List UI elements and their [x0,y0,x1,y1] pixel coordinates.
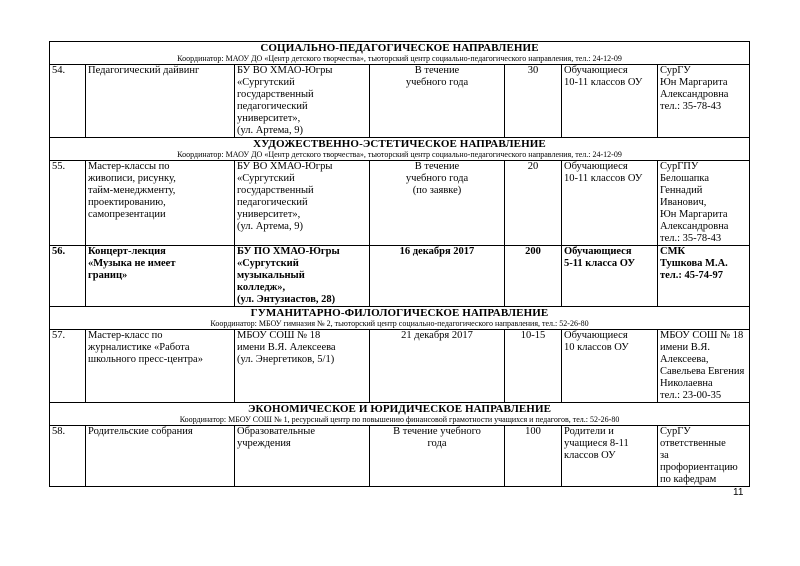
section-header-row [50,307,750,330]
contact-person: СурГУ ответственные за профориентацию по кафедрам [658,426,750,487]
contact-person: СурГУ Юн Маргарита Александровна тел.: 35-78-43 [658,65,750,138]
target-audience: Обучающиеся 10-11 классов ОУ [562,65,658,138]
section-coordinator: Координатор: МАОУ ДО «Центр детского творчества», тьюторский центр социально-педагогического направления, тел.: 24-12-09 [177,150,622,159]
section-header [50,138,750,161]
event-venue: МБОУ СОШ № 18 имени В.Я. Алексеева (ул. Энергетиков, 5/1) [235,330,370,403]
event-name: Концерт-лекция «Музыка не имеет границ» [86,246,235,307]
table-row [50,65,750,138]
event-venue: БУ ПО ХМАО-Югры «Сургутский музыкальный колледж», (ул. Энтузиастов, 28) [235,246,370,307]
target-audience: Обучающиеся 10-11 классов ОУ [562,161,658,246]
table-row [50,161,750,246]
section-header-row [50,403,750,426]
row-number: 55. [50,161,86,246]
section-header [50,403,750,426]
target-audience: Родители и учащиеся 8-11 классов ОУ [562,426,658,487]
row-number: 56. [50,246,86,307]
target-audience: Обучающиеся 10 классов ОУ [562,330,658,403]
section-coordinator: Координатор: МАОУ ДО «Центр детского творчества», тьюторский центр социально-педагогического направления, тел.: 24-12-09 [177,54,622,63]
section-coordinator: Координатор: МБОУ гимназия № 2, тьюторский центр социально-педагогического направления, тел.: 52-26-80 [210,319,589,328]
participant-count: 100 [505,426,562,487]
event-name: Родительские собрания [86,426,235,487]
section-title: ХУДОЖЕСТВЕННО-ЭСТЕТИЧЕСКОЕ НАПРАВЛЕНИЕ [253,138,546,150]
participant-count: 30 [505,65,562,138]
event-name: Мастер-классы по живописи, рисунку, тайм-менеджменту, проектированию, самопрезентации [86,161,235,246]
participant-count: 200 [505,246,562,307]
section-title: ЭКОНОМИЧЕСКОЕ И ЮРИДИЧЕСКОЕ НАПРАВЛЕНИЕ [247,403,552,415]
event-name: Педагогический дайвинг [86,65,235,138]
event-venue: БУ ВО ХМАО-Югры «Сургутский государственный педагогический университет», (ул. Артема, 9) [235,65,370,138]
event-date: 16 декабря 2017 [370,246,505,307]
section-header-row [50,42,750,65]
contact-person: СурГПУ Белошапка Геннадий Иванович, Юн Маргарита Александровна тел.: 35-78-43 [658,161,750,246]
section-header-row [50,138,750,161]
row-number: 54. [50,65,86,138]
row-number: 57. [50,330,86,403]
target-audience: Обучающиеся 5-11 класса ОУ [562,246,658,307]
event-venue: БУ ВО ХМАО-Югры «Сургутский государственный педагогический университет», (ул. Артема, 9) [235,161,370,246]
event-date: В течение учебного года (по заявке) [370,161,505,246]
participant-count: 10-15 [505,330,562,403]
page-number: 11 [733,487,744,498]
table-row [50,330,750,403]
event-date: В течение учебного года [370,65,505,138]
section-header [50,307,750,330]
row-number: 58. [50,426,86,487]
table-row [50,246,750,307]
contact-person: СМК Тушкова М.А. тел.: 45-74-97 [658,246,750,307]
section-title: СОЦИАЛЬНО-ПЕДАГОГИЧЕСКОЕ НАПРАВЛЕНИЕ [260,42,539,54]
section-coordinator: Координатор: МБОУ СОШ № 1, ресурсный центр по повышению финансовой грамотности учащихся и педагогов, тел.: 52-26-80 [179,415,620,424]
section-title: ГУМАНИТАРНО-ФИЛОЛОГИЧЕСКОЕ НАПРАВЛЕНИЕ [250,307,549,319]
events-table [49,41,750,487]
contact-person: МБОУ СОШ № 18 имени В.Я. Алексеева, Савельева Евгения Николаевна тел.: 23-00-35 [658,330,750,403]
event-date: В течение учебного года [370,426,505,487]
event-name: Мастер-класс по журналистике «Работа школьного пресс-центра» [86,330,235,403]
event-date: 21 декабря 2017 [370,330,505,403]
table-row [50,426,750,487]
participant-count: 20 [505,161,562,246]
section-header [50,42,750,65]
event-venue: Образовательные учреждения [235,426,370,487]
